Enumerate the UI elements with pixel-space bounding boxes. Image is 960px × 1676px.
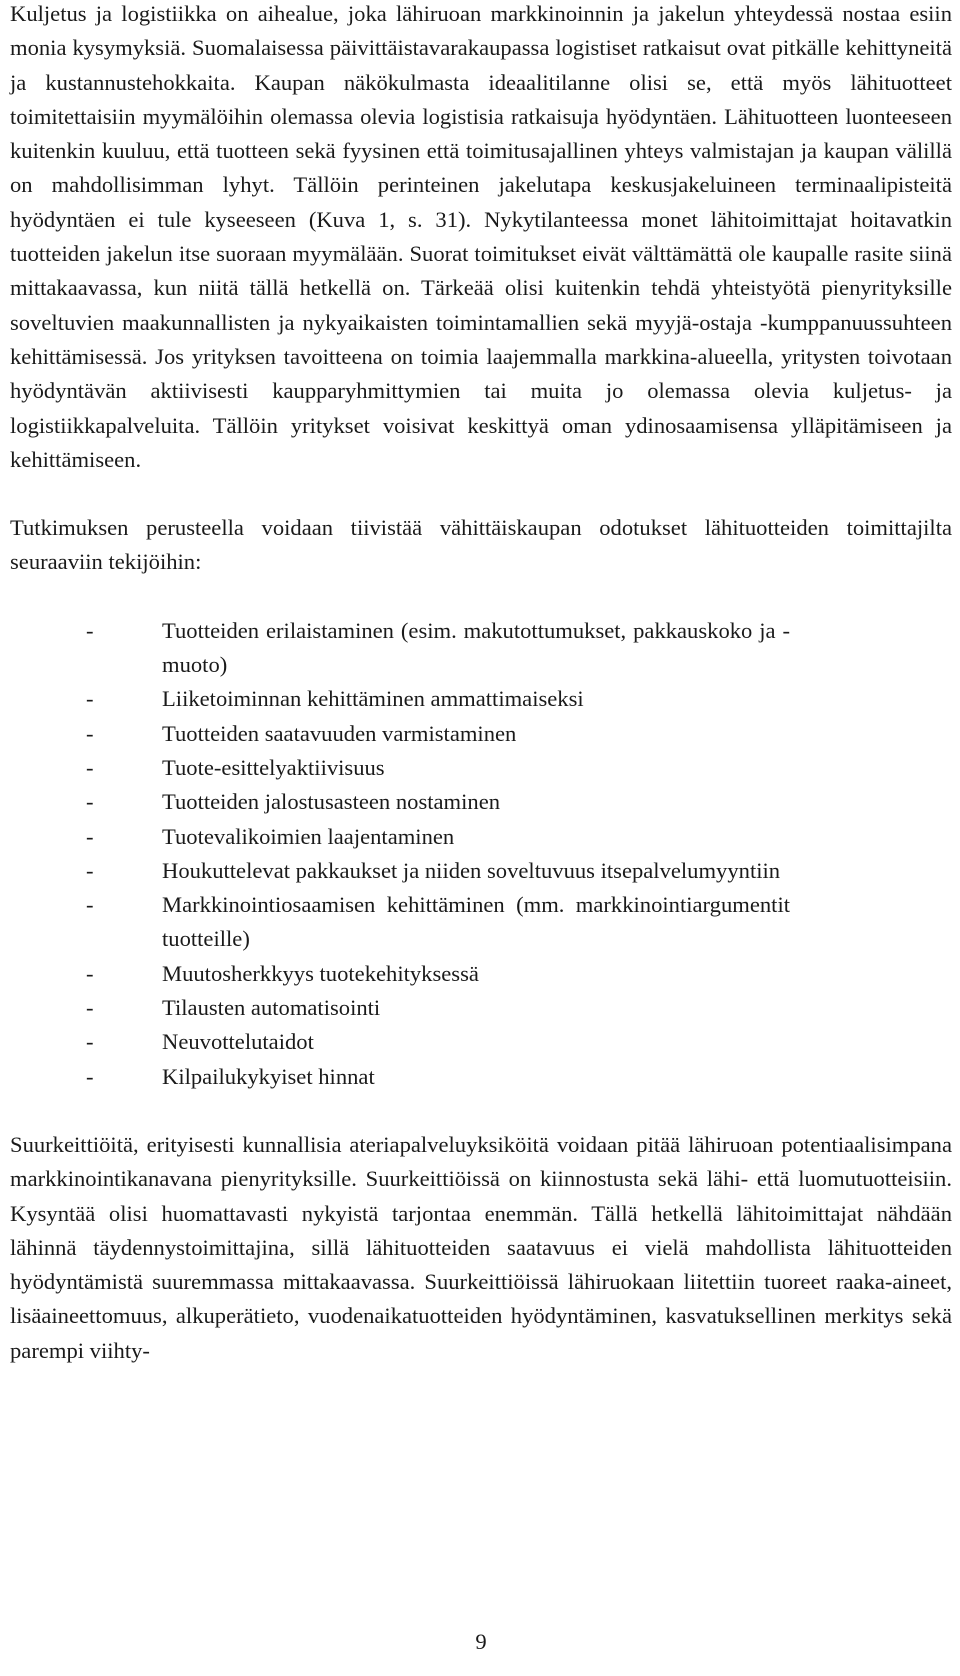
list-item-text: Kilpailukykyiset hinnat xyxy=(162,1063,375,1089)
list-dash: - xyxy=(86,857,94,883)
list-item xyxy=(10,682,952,716)
list-item xyxy=(10,785,952,819)
list-item-text: Houkuttelevat pakkaukset ja niiden soveltuvuus itsepalvelumyyntiin xyxy=(162,857,781,883)
list-dash: - xyxy=(86,892,94,918)
list-dash: - xyxy=(86,754,94,780)
list-item xyxy=(10,991,952,1025)
list-item-text: Neuvottelutaidot xyxy=(162,1029,314,1055)
list-dash: - xyxy=(86,1029,94,1055)
paragraph-summary-intro: Tutkimuksen perusteella voidaan tiivistää vähittäiskaupan odotukset lähituotteiden toimittajilta seuraaviin tekijöihin: xyxy=(10,515,952,575)
list-item-text: Tuotteiden erilaistaminen (esim. makutottumukset, pakkauskoko ja -muoto) xyxy=(162,617,790,678)
list-dash: - xyxy=(86,789,94,815)
list-dash: - xyxy=(86,960,94,986)
list-dash: - xyxy=(86,995,94,1021)
list-item xyxy=(10,1060,952,1094)
paragraph-logistics: Kuljetus ja logistiikka on aihealue, joka lähiruoan markkinoinnin ja jakelun yhteydessä nostaa esiin monia kysymyksiä. Suomalaisessa päivittäistavarakaupassa logistiset ratkaisut ovat pitkälle kehittyneitä ja kustannustehokkaita. Kaupan näkökulmasta ideaalitilanne olisi se, että myös lähituotteet toimitettaisiin myymälöihin olemassa olevia logistisia ratkaisuja hyödyntäen. Lähituotteen luonteeseen kuitenkin kuuluu, että tuotteen sekä fyysinen että toimitusajallinen yhteys valmistajan ja kaupan välillä on mahdollisimman lyhyt. Tällöin perinteinen jakelutapa keskusjakeluineen terminaalipisteitä hyödyntäen ei tule kyseeseen (Kuva 1, s. 31). Nykytilanteessa monet lähitoimittajat hoitavatkin tuotteiden jakelun itse suoraan myymälään. Suorat toimitukset eivät välttämättä ole kaupalle rasite siinä mittakaavassa, kun niitä tällä hetkellä on. Tärkeää olisi kuitenkin tehdä yhteistyötä pienyrityksille soveltuvien maakunnallisten ja nykyaikaisten toimintamallien sekä myyjä-ostaja -kumppanuussuhteen kehittämisessä. Jos yrityksen tavoitteena on toimia laajemmalla markkina-alueella, yritysten toivotaan hyödyntävän aktiivisesti kaupparyhmittymien tai muita jo olemassa olevia kuljetus- ja logistiikkapalveluita. Tällöin yritykset voisivat keskittyä oman ydinosaamisensa ylläpitämiseen ja kehittämiseen. xyxy=(10,1,952,472)
list-dash: - xyxy=(86,823,94,849)
list-item-text: Tilausten automatisointi xyxy=(162,995,381,1021)
list-item xyxy=(10,1025,952,1059)
list-item xyxy=(10,820,952,854)
list-item-text: Tuote-esittelyaktiivisuus xyxy=(162,754,385,780)
paragraph-large-kitchens: Suurkeittiöitä, erityisesti kunnallisia ateriapalveluyksiköitä voidaan pitää lähiruoan potentiaalisimpana markkinointikanavana pienyrityksille. Suurkeittiöissä on kiinnostusta sekä lähi- että luomutuotteisiin. Kysyntää olisi huomattavasti nykyistä tarjontaa enemmän. Tällä hetkellä lähitoimittajat nähdään lähinnä täydennystoimittajina, sillä lähituotteiden saatavuus ei vielä mahdollista lähituotteiden hyödyntämistä suuremmassa mittakaavassa. Suurkeittiöissä lähiruokaan liitettiin tuoreet raaka-aineet, lisäaineettomuus, alkuperätieto, vuodenaikatuotteiden hyödyntäminen, kasvatuksellinen merkitys sekä parempi viihty- xyxy=(10,1131,952,1363)
list-dash: - xyxy=(86,617,94,643)
list-item xyxy=(10,717,952,751)
list-item xyxy=(10,614,952,683)
list-dash: - xyxy=(86,1063,94,1089)
list-item-text: Muutosherkkyys tuotekehityksessä xyxy=(162,960,479,986)
list-item xyxy=(10,854,952,888)
page-number: 9 xyxy=(475,1629,487,1654)
list-item xyxy=(10,957,952,991)
list-item-text: Tuotteiden jalostusasteen nostaminen xyxy=(162,789,501,815)
list-item xyxy=(10,751,952,785)
list-item-text: Liiketoiminnan kehittäminen ammattimaiseksi xyxy=(162,686,584,712)
list-dash: - xyxy=(86,720,94,746)
list-item xyxy=(10,888,952,957)
document-page xyxy=(10,0,952,1676)
list-item-text: Tuotevalikoimien laajentaminen xyxy=(162,823,455,849)
list-dash: - xyxy=(86,686,94,712)
list-item-text: Tuotteiden saatavuuden varmistaminen xyxy=(162,720,517,746)
list-item-text: Markkinointiosaamisen kehittäminen (mm. markkinointiargumentit tuotteille) xyxy=(162,892,790,952)
expectations-list xyxy=(10,614,952,1094)
